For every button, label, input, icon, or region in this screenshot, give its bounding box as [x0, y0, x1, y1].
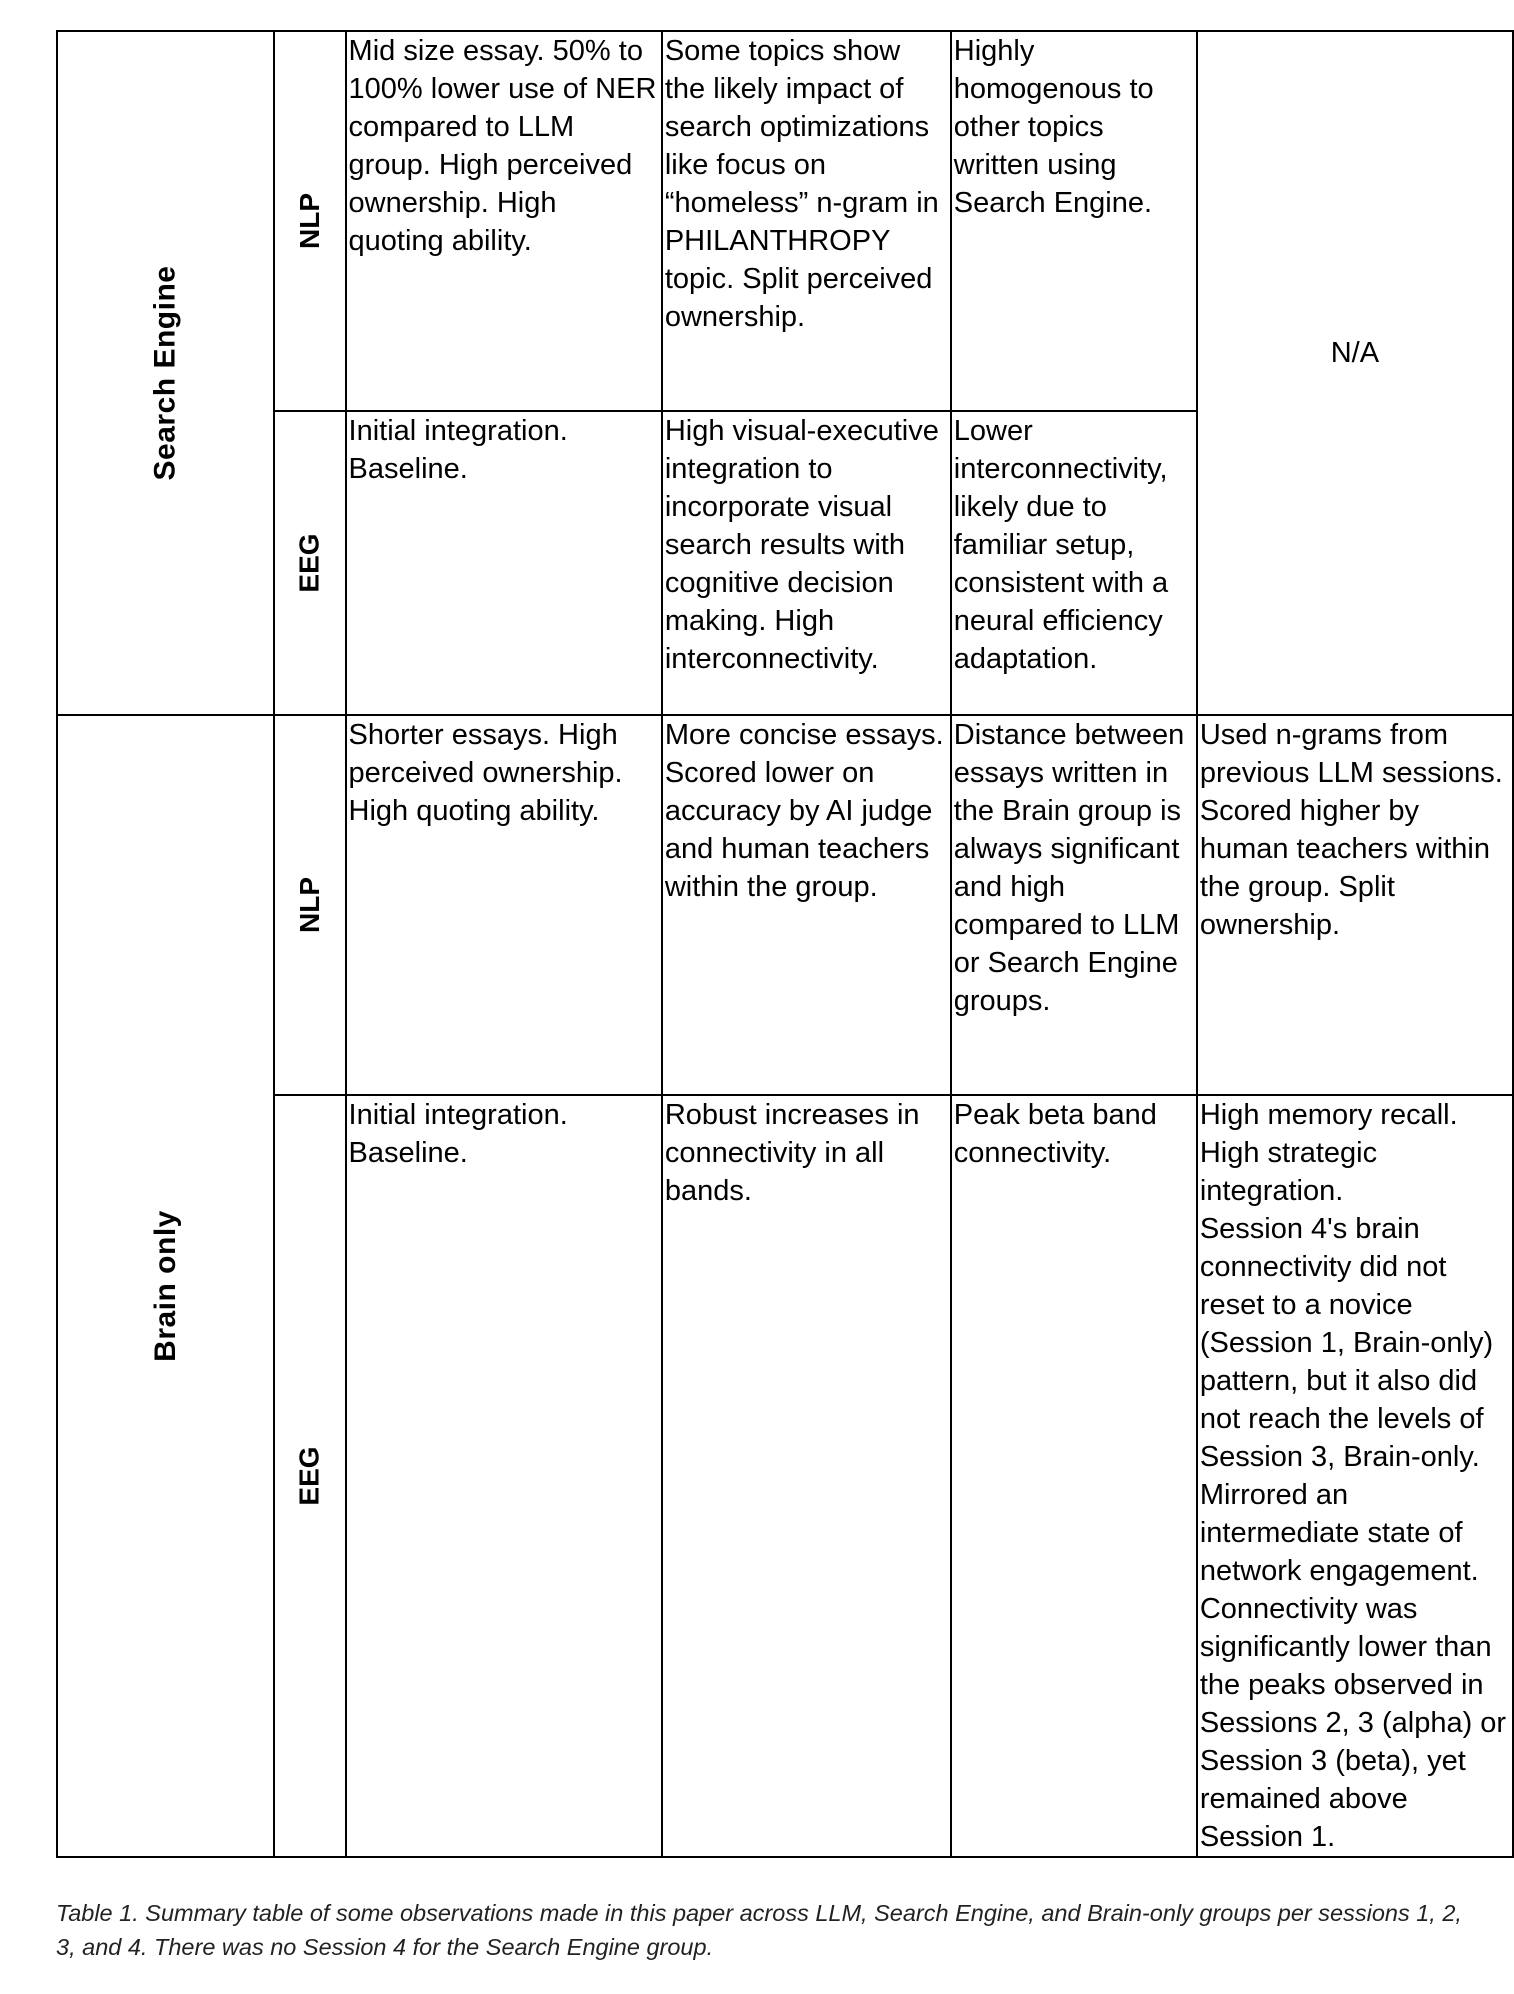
table-cell: Shorter essays. High perceived ownership. High quoting ability.	[346, 715, 662, 1095]
summary-table	[56, 30, 1514, 1858]
table-cell: Robust increases in connectivity in all bands.	[662, 1095, 951, 1857]
table-row	[57, 1095, 1513, 1857]
table-cell: Highly homogenous to other topics written using Search Engine.	[951, 31, 1197, 411]
table-cell: Peak beta band connectivity.	[951, 1095, 1197, 1857]
table-cell: Initial integration. Baseline.	[346, 411, 662, 715]
table-row	[57, 31, 1513, 411]
group-label-search-engine: Search Engine	[57, 31, 274, 715]
na-merged-cell: N/A	[1197, 31, 1513, 715]
table-cell: Used n-grams from previous LLM sessions. Scored higher by human teachers within the group. Split ownership.	[1197, 715, 1513, 1095]
table-cell: Initial integration. Baseline.	[346, 1095, 662, 1857]
table-cell: Lower interconnectivity, likely due to familiar setup, consistent with a neural efficiency adaptation.	[951, 411, 1197, 715]
modality-label-eeg: EEG	[274, 411, 346, 715]
table-cell: More concise essays. Scored lower on accuracy by AI judge and human teachers within the group.	[662, 715, 951, 1095]
modality-label-eeg: EEG	[274, 1095, 346, 1857]
observations-table	[56, 30, 1514, 1858]
table-caption: Table 1. Summary table of some observations made in this paper across LLM, Search Engine, and Brain-only groups per sessions 1, 2, 3, and 4. There was no Session 4 for the Search Engine group.	[56, 1900, 1462, 1960]
table-row	[57, 715, 1513, 1095]
table-cell: Distance between essays written in the Brain group is always significant and high compared to LLM or Search Engine groups.	[951, 715, 1197, 1095]
table-cell: High memory recall. High strategic integration. Session 4's brain connectivity did not reset to a novice (Session 1, Brain-only) pattern, but it also did not reach the levels of Session 3, Brain-only. Mirrored an intermediate state of network engagement. Connectivity was significantly lower than the peaks observed in Sessions 2, 3 (alpha) or Session 3 (beta), yet remained above Session 1.	[1197, 1095, 1513, 1857]
table-cell: High visual-executive integration to incorporate visual search results with cognitive decision making. High interconnectivity.	[662, 411, 951, 715]
modality-label-nlp: NLP	[274, 31, 346, 411]
table-cell: Some topics show the likely impact of search optimizations like focus on “homeless” n-gram in PHILANTHROPY topic. Split perceived ownership.	[662, 31, 951, 411]
table-cell: Mid size essay. 50% to 100% lower use of NER compared to LLM group. High perceived ownership. High quoting ability.	[346, 31, 662, 411]
group-label-brain-only: Brain only	[57, 715, 274, 1857]
modality-label-nlp: NLP	[274, 715, 346, 1095]
